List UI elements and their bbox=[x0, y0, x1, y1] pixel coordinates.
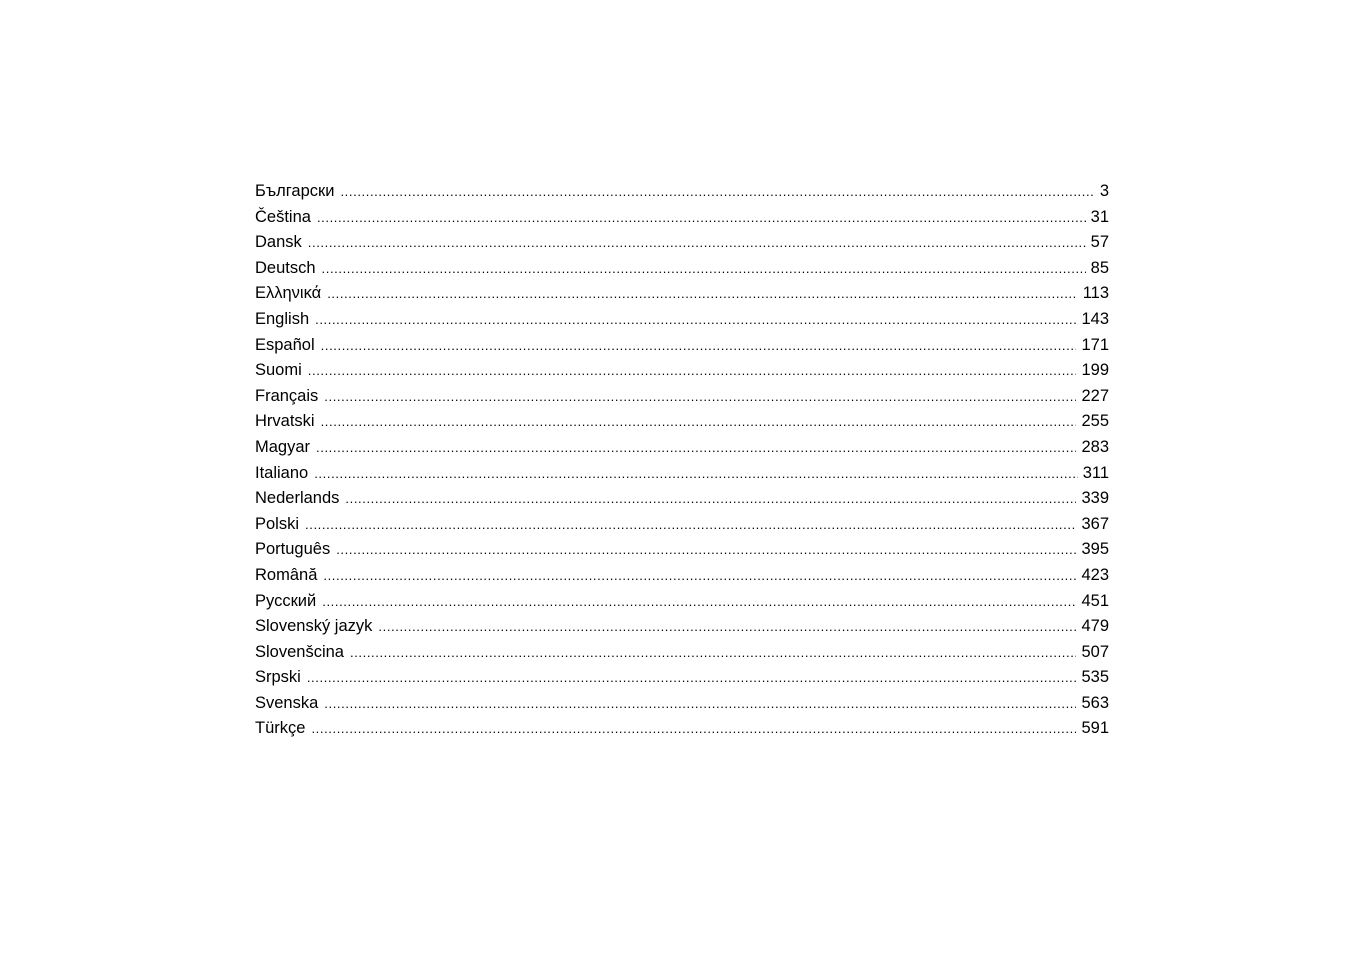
toc-entry[interactable] bbox=[255, 281, 1109, 307]
toc-entry[interactable] bbox=[255, 205, 1109, 231]
toc-entry-label: Français bbox=[255, 386, 319, 405]
toc-entry-label: Slovenský jazyk bbox=[255, 617, 373, 636]
toc-entry-label: Polski bbox=[255, 514, 300, 533]
toc-entry-label: Türkçe bbox=[255, 719, 306, 738]
toc-entry-label: Srpski bbox=[255, 668, 301, 687]
toc-dot-leader bbox=[316, 435, 1076, 461]
toc-entry-label: English bbox=[255, 309, 310, 328]
toc-entry-label: Deutsch bbox=[255, 258, 316, 277]
toc-entry[interactable] bbox=[255, 563, 1109, 589]
toc-entry[interactable] bbox=[255, 307, 1109, 333]
toc-dot-leader bbox=[336, 537, 1076, 563]
toc-entry[interactable] bbox=[255, 716, 1109, 742]
toc-dot-leader bbox=[322, 589, 1076, 615]
toc-entry-page: 451 bbox=[1081, 591, 1109, 610]
table-of-contents bbox=[255, 179, 1109, 742]
toc-entry-label: Dansk bbox=[255, 233, 302, 252]
toc-entry-label: Svenska bbox=[255, 693, 319, 712]
toc-entry-page: 255 bbox=[1081, 412, 1109, 431]
toc-dot-leader bbox=[307, 665, 1077, 691]
toc-entry-label: Čeština bbox=[255, 207, 311, 226]
toc-entry-page: 395 bbox=[1081, 540, 1109, 559]
toc-dot-leader bbox=[322, 256, 1086, 282]
toc-entry-page: 57 bbox=[1090, 233, 1109, 252]
toc-entry[interactable] bbox=[255, 486, 1109, 512]
toc-dot-leader bbox=[323, 563, 1076, 589]
toc-entry-label: Български bbox=[255, 182, 335, 200]
toc-entry[interactable] bbox=[255, 640, 1109, 666]
toc-entry[interactable] bbox=[255, 358, 1109, 384]
toc-dot-leader bbox=[378, 614, 1076, 640]
toc-entry-label: Hrvatski bbox=[255, 412, 315, 431]
toc-entry-label: Magyar bbox=[255, 437, 311, 456]
toc-entry-page: 283 bbox=[1081, 437, 1109, 456]
toc-dot-leader bbox=[350, 640, 1076, 666]
toc-entry[interactable] bbox=[255, 665, 1109, 691]
toc-entry[interactable] bbox=[255, 512, 1109, 538]
toc-entry-page: 339 bbox=[1081, 489, 1109, 508]
toc-dot-leader bbox=[305, 512, 1076, 538]
toc-entry-label: Italiano bbox=[255, 463, 309, 482]
toc-entry-page: 227 bbox=[1081, 386, 1109, 405]
toc-entry-label: Română bbox=[255, 565, 318, 584]
toc-entry[interactable] bbox=[255, 230, 1109, 256]
toc-dot-leader bbox=[317, 205, 1086, 231]
toc-dot-leader bbox=[324, 384, 1076, 410]
toc-dot-leader bbox=[308, 358, 1077, 384]
toc-entry[interactable] bbox=[255, 384, 1109, 410]
toc-entry[interactable] bbox=[255, 614, 1109, 640]
toc-entry[interactable] bbox=[255, 461, 1109, 487]
toc-entry[interactable] bbox=[255, 409, 1109, 435]
toc-entry-page: 171 bbox=[1081, 335, 1109, 354]
toc-entry-label: Suomi bbox=[255, 361, 302, 380]
toc-entry-page: 31 bbox=[1090, 207, 1109, 226]
toc-entry[interactable] bbox=[255, 256, 1109, 282]
toc-dot-leader bbox=[308, 230, 1086, 256]
toc-entry-label: Ελληνικά bbox=[255, 284, 322, 303]
toc-entry-label: Nederlands bbox=[255, 489, 340, 508]
toc-entry-page: 591 bbox=[1081, 719, 1109, 738]
toc-entry-label: Русский bbox=[255, 591, 317, 610]
toc-entry-label: Slovenšcina bbox=[255, 642, 344, 661]
toc-dot-leader bbox=[321, 409, 1077, 435]
toc-dot-leader bbox=[327, 281, 1078, 307]
toc-entry-label: Português bbox=[255, 540, 331, 559]
toc-dot-leader bbox=[311, 716, 1076, 742]
toc-entry[interactable] bbox=[255, 435, 1109, 461]
toc-entry-page: 113 bbox=[1082, 284, 1109, 303]
toc-entry-page: 199 bbox=[1081, 361, 1109, 380]
toc-entry-page: 143 bbox=[1081, 309, 1109, 328]
toc-entry[interactable] bbox=[255, 589, 1109, 615]
toc-entry-page: 479 bbox=[1081, 617, 1109, 636]
toc-dot-leader bbox=[324, 691, 1076, 717]
toc-dot-leader bbox=[340, 179, 1094, 205]
toc-entry-label: Español bbox=[255, 335, 315, 354]
toc-entry-page: 85 bbox=[1090, 258, 1109, 277]
toc-entry-page: 3 bbox=[1099, 182, 1109, 200]
toc-dot-leader bbox=[315, 307, 1076, 333]
toc-dot-leader bbox=[345, 486, 1076, 512]
toc-entry[interactable] bbox=[255, 537, 1109, 563]
toc-dot-leader bbox=[321, 333, 1077, 359]
toc-entry-page: 423 bbox=[1081, 565, 1109, 584]
toc-entry-page: 563 bbox=[1081, 693, 1109, 712]
toc-entry[interactable] bbox=[255, 179, 1109, 205]
toc-entry-page: 507 bbox=[1081, 642, 1109, 661]
toc-entry-page: 367 bbox=[1081, 514, 1109, 533]
toc-dot-leader bbox=[314, 461, 1077, 487]
toc-entry[interactable] bbox=[255, 691, 1109, 717]
toc-entry[interactable] bbox=[255, 333, 1109, 359]
toc-entry-page: 311 bbox=[1082, 463, 1109, 482]
toc-entry-page: 535 bbox=[1081, 668, 1109, 687]
